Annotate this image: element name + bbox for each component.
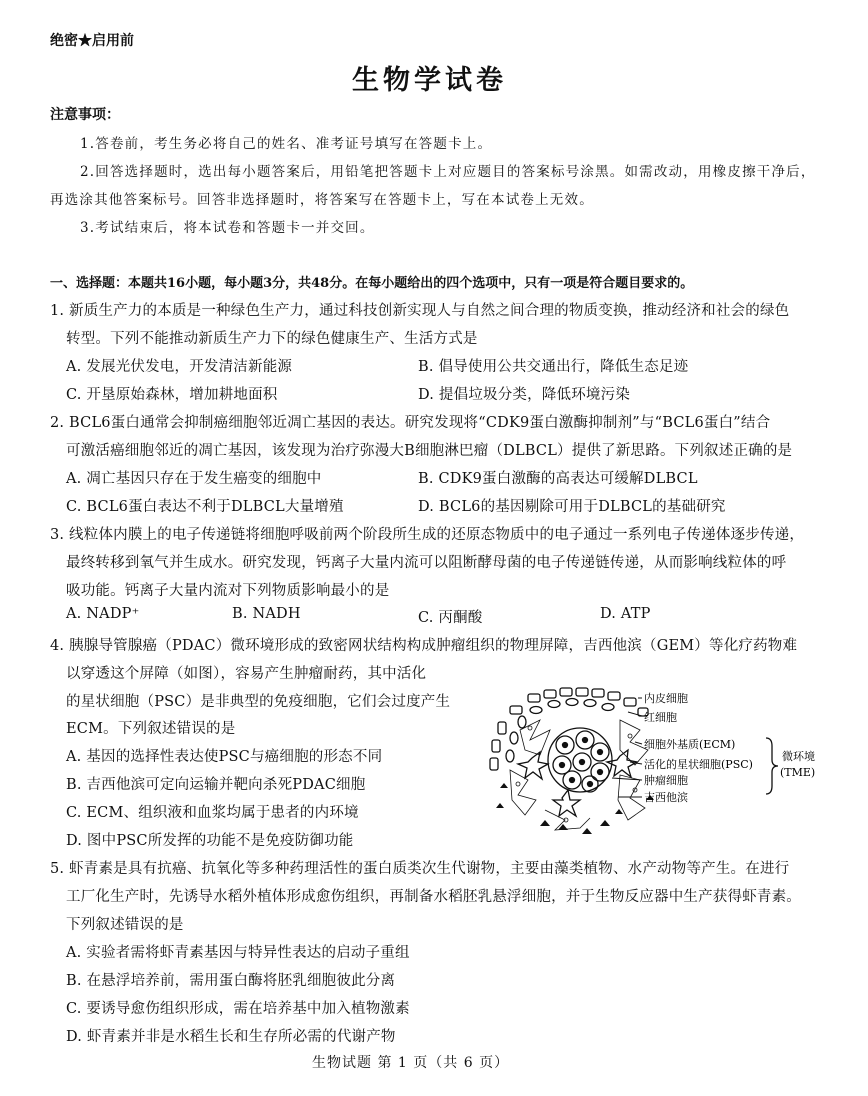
option-d: D. BCL6的基因剔除可用于DLBCL的基础研究 [418, 499, 726, 515]
notes-heading: 注意事项： [50, 107, 120, 123]
option-a: A. 发展光伏发电，开发清洁新能源 [66, 359, 293, 375]
question-stem: 3. 线粒体内膜上的电子传递链将细胞呼吸前两个阶段所生成的还原态物质中的电子通过一系列电子传递体逐步传递， [50, 527, 805, 543]
note-item: 再选涂其他答案标号。回答非选择题时，将答案写在答题卡上，写在本试卷上无效。 [50, 192, 594, 208]
page-footer: 生物试题 第 1 页（共 6 页） [312, 1055, 510, 1071]
figure-label: 红细胞 [644, 711, 677, 724]
question-stem: 吸功能。钙离子大量内流对下列物质影响最小的是 [66, 583, 390, 599]
option-c: C. ECM、组织液和血浆均属于患者的内环境 [66, 805, 359, 821]
option-c: C. 丙酮酸 [418, 610, 483, 626]
note-item: 1.答卷前，考生务必将自己的姓名、准考证号填写在答题卡上。 [80, 136, 493, 152]
question-stem: ECM。下列叙述错误的是 [66, 721, 236, 737]
question-stem: 的星状细胞（PSC）是非典型的免疫细胞，它们会过度产生 [66, 694, 451, 710]
question-stem: 下列叙述错误的是 [66, 917, 184, 933]
figure-group-label: 微环境 [782, 750, 815, 763]
option-a: A. 实验者需将虾青素基因与特异性表达的启动子重组 [66, 945, 410, 961]
question-stem: 可激活癌细胞邻近的凋亡基因，该发现为治疗弥漫大B细胞淋巴瘤（DLBCL）提供了新思路。下列叙述正确的是 [66, 443, 793, 459]
figure-label: 吉西他滨 [644, 791, 688, 804]
option-b: B. CDK9蛋白激酶的高表达可缓解DLBCL [418, 471, 698, 487]
option-a: A. 凋亡基因只存在于发生癌变的细胞中 [66, 471, 322, 487]
question-stem: 最终转移到氧气并生成水。研究发现，钙离子大量内流可以阻断酵母菌的电子传递链传递，从而影响线粒体的呼 [66, 555, 787, 571]
option-a: A. NADP⁺ [66, 606, 140, 622]
question-stem: 转型。下列不能推动新质生产力下的绿色健康生产、生活方式是 [66, 331, 478, 347]
option-b: B. 吉西他滨可定向运输并靶向杀死PDAC细胞 [66, 777, 366, 793]
figure-group-label: (TME) [780, 766, 816, 779]
option-b: B. 倡导使用公共交通出行，降低生态足迹 [418, 359, 689, 375]
figure-label: 肿瘤细胞 [644, 774, 688, 787]
option-d: D. 图中PSC所发挥的功能不是免疫防御功能 [66, 833, 354, 849]
option-c: C. 要诱导愈伤组织形成，需在培养基中加入植物激素 [66, 1001, 410, 1017]
question-stem: 1. 新质生产力的本质是一种绿色生产力，通过科技创新实现人与自然之间合理的物质变换，推动经济和社会的绿色 [50, 303, 790, 319]
figure-label: 活化的星状细胞(PSC) [644, 758, 753, 771]
note-item: 3.考试结束后，将本试卷和答题卡一并交回。 [80, 220, 375, 236]
figure-label: 内皮细胞 [644, 692, 688, 705]
tumor-cells [548, 728, 612, 792]
option-d: D. 虾青素并非是水稻生长和生存所必需的代谢产物 [66, 1029, 396, 1045]
note-item: 2.回答选择题时，选出每小题答案后，用铅笔把答题卡上对应题目的答案标号涂黑。如需改动，用橡皮擦干净后， [80, 164, 816, 180]
group-brace [766, 738, 778, 794]
page-title: 生物学试卷 [352, 65, 507, 96]
question-stem: 2. BCL6蛋白通常会抑制癌细胞邻近凋亡基因的表达。研究发现将“CDK9蛋白激酶抑制剂”与“BCL6蛋白”结合 [50, 415, 771, 431]
question-stem: 4. 胰腺导管腺癌（PDAC）微环境形成的致密网状结构构成肿瘤组织的物理屏障，吉西他滨（GEM）等化疗药物难 [50, 638, 798, 654]
option-d: D. 提倡垃圾分类，降低环境污染 [418, 387, 631, 403]
option-c: C. 开垦原始森林，增加耕地面积 [66, 387, 278, 403]
question-stem: 以穿透这个屏障（如图），容易产生肿瘤耐药，其中活化 [66, 666, 427, 682]
figure-label: 细胞外基质(ECM) [644, 738, 736, 751]
question-stem: 工厂化生产时，先诱导水稻外植体形成愈伤组织，再制备水稻胚乳悬浮细胞，并于生物反应器中生产获得虾青素。 [66, 889, 801, 905]
option-c: C. BCL6蛋白表达不利于DLBCL大量增殖 [66, 499, 344, 515]
option-d: D. ATP [600, 606, 651, 622]
section-heading: 一、选择题：本题共16小题，每小题3分，共48分。在每小题给出的四个选项中，只有一项是符合题目要求的。 [50, 276, 694, 291]
option-a: A. 基因的选择性表达使PSC与癌细胞的形态不同 [66, 749, 383, 765]
tumor-microenvironment-figure [470, 680, 826, 840]
option-b: B. 在悬浮培养前，需用蛋白酶将胚乳细胞彼此分离 [66, 973, 396, 989]
option-b: B. NADH [232, 606, 301, 622]
confidential-label: 绝密★启用前 [50, 33, 134, 49]
question-stem: 5. 虾青素是具有抗癌、抗氧化等多种药理活性的蛋白质类次生代谢物，主要由藻类植物、水产动物等产生。在进行 [50, 861, 790, 877]
